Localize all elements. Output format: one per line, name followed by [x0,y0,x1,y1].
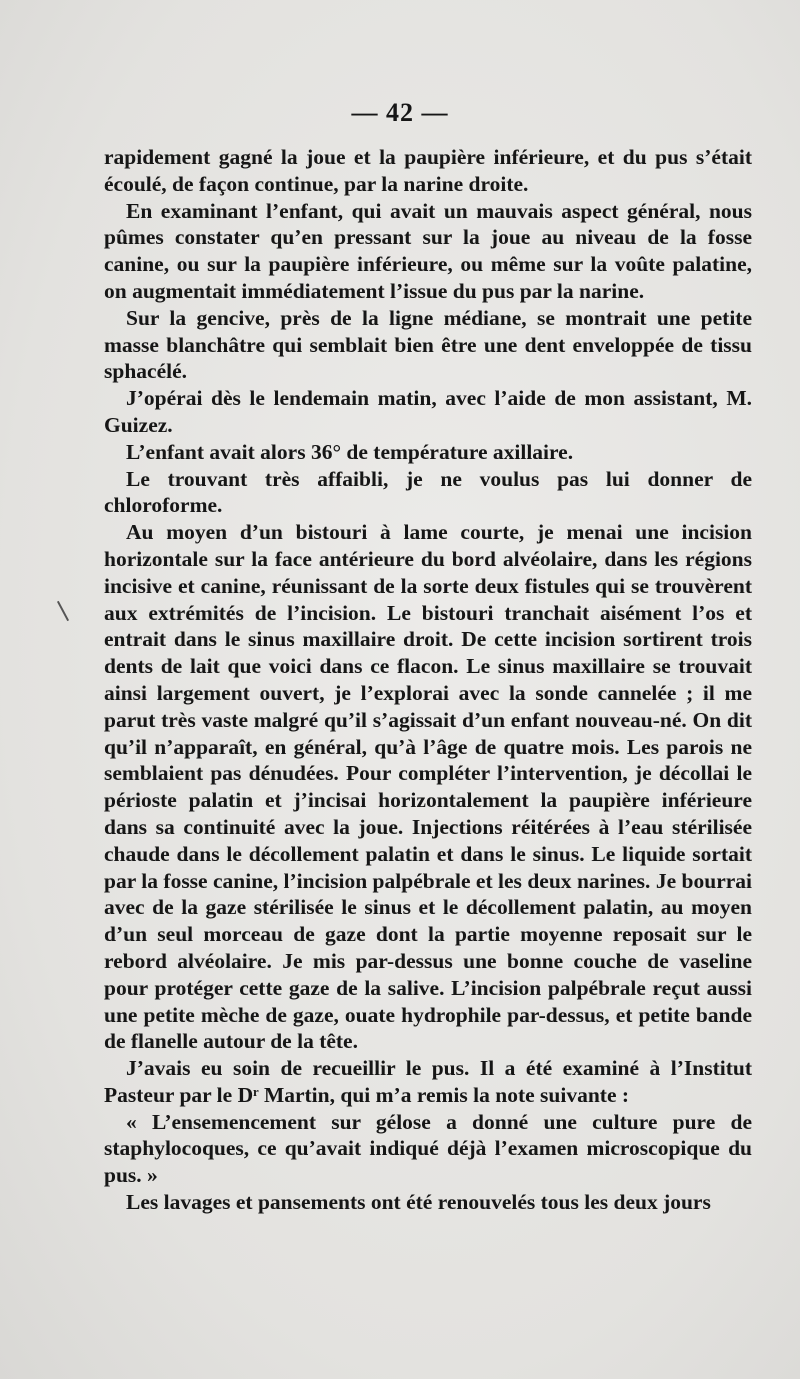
paragraph-continued: rapidement gagné la joue et la paupière inférieure, et du pus s’était écoulé, de façon continue, par la narine droite. [104,145,752,196]
page-number: — 42 — [351,98,449,127]
paragraph: J’opérai dès le lendemain matin, avec l’aide de mon assistant, M. Guizez. [104,386,752,437]
paragraph: Les lavages et pansements ont été renouvelés tous les deux jours [126,1190,711,1215]
paragraph-quote: « L’ensemencement sur gélose a donné une culture pure de staphylocoques, ce qu’avait indiqué déjà l’examen microscopique du pus. » [104,1109,752,1188]
paragraph: Sur la gencive, près de la ligne médiane, se montrait une petite masse blanchâtre qui semblait bien être une dent enveloppée de tissu sphacélé. [104,305,752,384]
paragraph: L’enfant avait alors 36° de température axillaire. [126,439,574,464]
margin-mark [57,601,69,621]
body-text [104,144,752,1216]
paragraph: Le trouvant très affaibli, je ne voulus pas lui donner de chloroforme. [104,466,752,518]
paragraph: J’avais eu soin de recueillir le pus. Il a été examiné à l’Institut Pasteur par le Dʳ Martin, qui m’a remis la note suivante : [104,1056,752,1107]
paragraph: En examinant l’enfant, qui avait un mauvais aspect général, nous pûmes constater qu’en pressant sur la joue au niveau de la fosse canine, ou sur la paupière inférieure, ou même sur la voûte palatine, on augmentait immédiatement l’issue du pus par la narine. [104,198,752,303]
paragraph: Au moyen d’un bistouri à lame courte, je menai une incision horizontale sur la face antérieure du bord alvéolaire, dans les régions incisive et canine, réunissant de la sorte deux fistules qui se trouvèrent aux extrémités de l’incision. Le bistouri tranchait aisément l’os et entrait dans le sinus maxillaire droit. De cette incision sortirent trois dents de lait que voici dans ce flacon. Le sinus maxillaire se trouvait ainsi largement ouvert, je l’explorai avec la sonde cannelée ; il me parut très vaste malgré qu’il s’agissait d’un enfant nouveau-né. On dit qu’il n’apparaît, en général, qu’à l’âge de quatre mois. Les parois ne semblaient pas dénudées. Pour compléter l’intervention, je décollai le périoste palatin et j’incisai horizontalement la paupière inférieure dans sa continuité avec la joue. Injections réitérées à l’eau stérilisée chaude dans le décollement palatin et dans le sinus. Le liquide sortait par la fosse canine, l’incision palpébrale et les deux narines. Je bourrai avec de la gaze stérilisée le sinus et le décollement palatin, au moyen d’un seul morceau de gaze dont la partie moyenne reposait sur le rebord alvéolaire. Je mis par-dessus une bonne couche de vaseline pour protéger cette gaze de la salive. L’incision palpébrale reçut aussi une petite mèche de gaze, ouate hydrophile par-dessus, et petite bande de flanelle autour de la tête. [104,520,752,1054]
